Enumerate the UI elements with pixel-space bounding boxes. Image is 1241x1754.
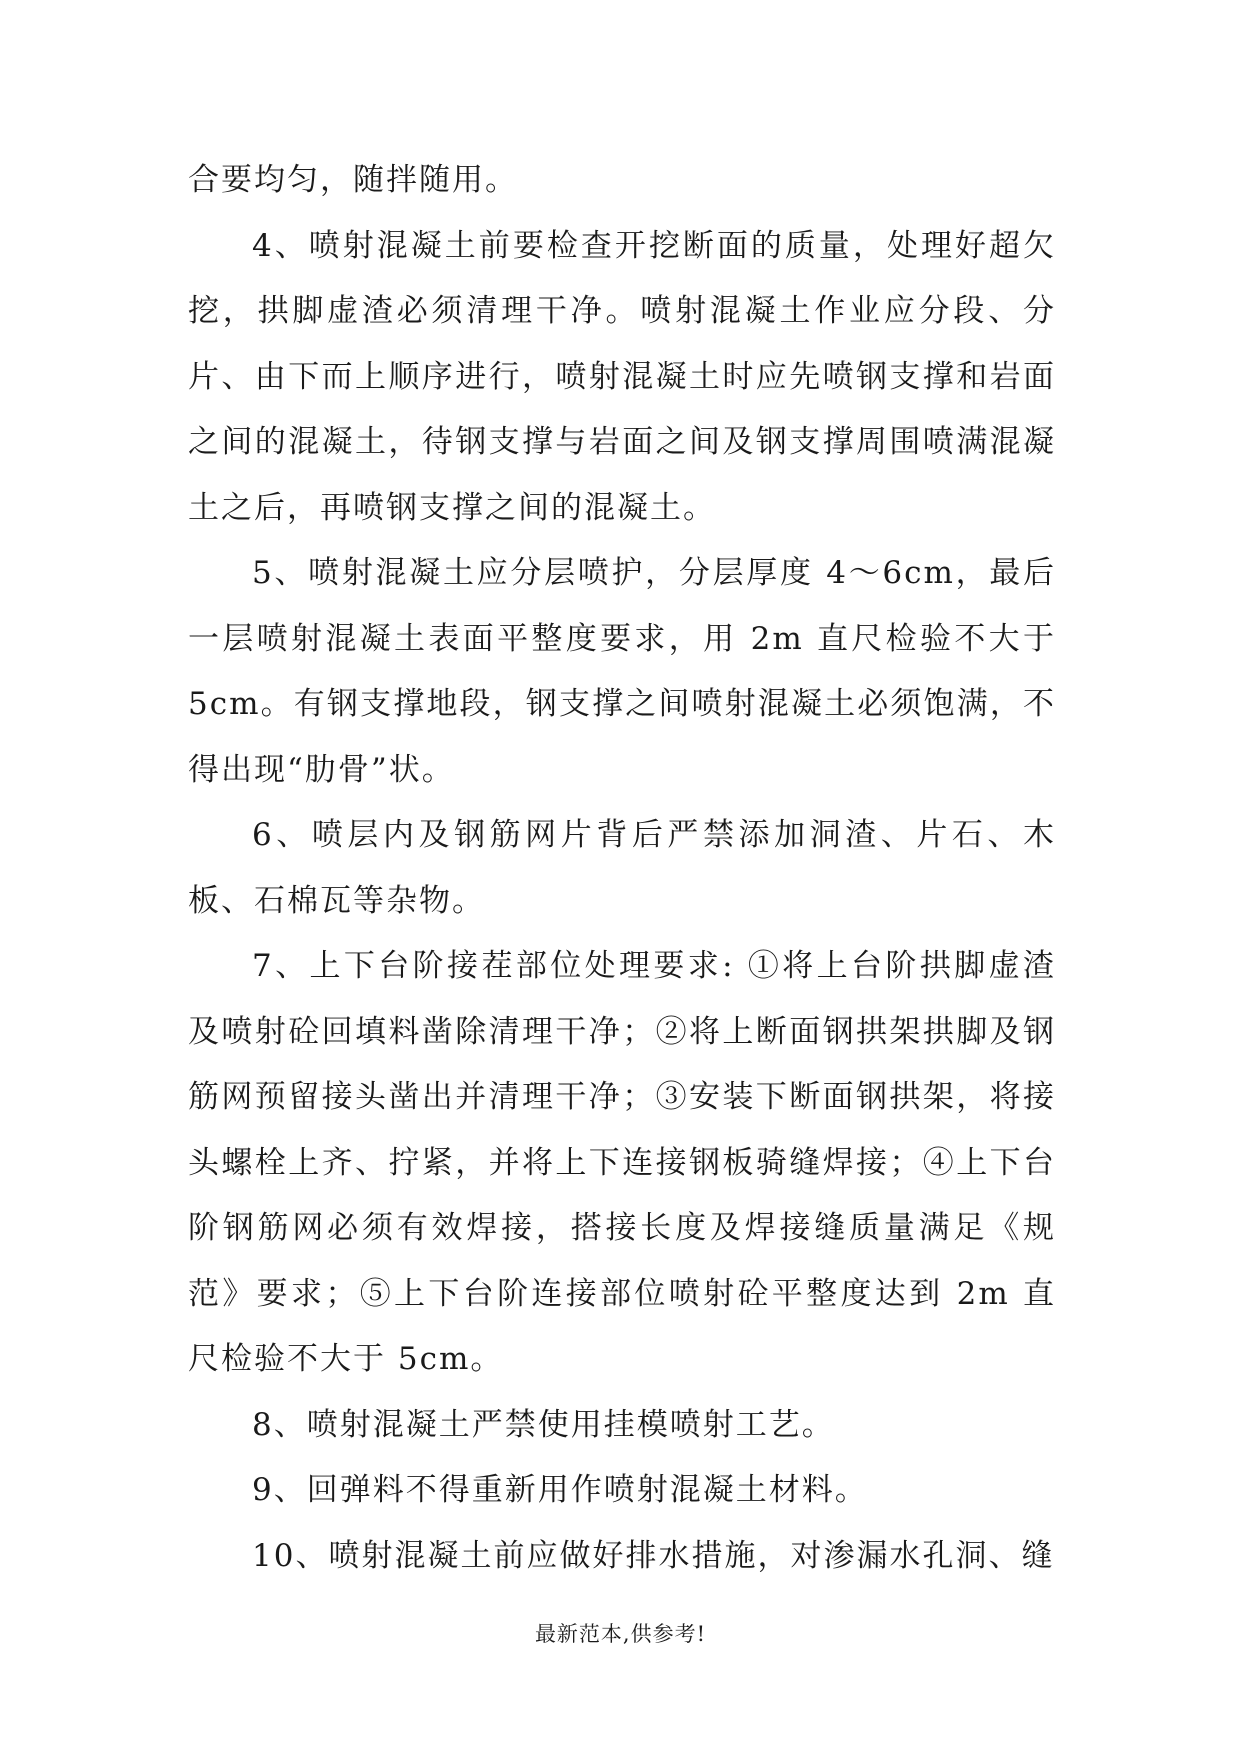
page-footer: 最新范本,供参考! [534,1622,707,1646]
paragraph-item-9: 9、回弹料不得重新用作喷射混凝土材料。 [252,1472,868,1508]
paragraph-item-8: 8、喷射混凝土严禁使用挂模喷射工艺。 [252,1406,835,1443]
paragraph-item-4: 4、喷射混凝土前要检查开挖断面的质量，处理好超欠挖，拱脚虚渣必须清理干净。喷射混凝土作业应分段、分片、由下而上顺序进行，喷射混凝土时应先喷钢支撑和岩面之间的混凝土，待钢支撑与岩面之间及钢支撑周围喷满混凝土之后，再喷钢支撑之间的混凝土。 [188,227,1056,526]
document-body [188,148,1056,1589]
paragraph-item-5: 5、喷射混凝土应分层喷护，分层厚度 4～6cm，最后一层喷射混凝土表面平整度要求，用 2m 直尺检验不大于 5cm。有钢支撑地段，钢支撑之间喷射混凝土必须饱满，不得出现“肋骨”状。 [188,555,1056,788]
paragraph-item-10: 10、喷射混凝土前应做好排水措施，对渗漏水孔洞、缝 [252,1537,1055,1574]
paragraph-item-6: 6、喷层内及钢筋网片背后严禁添加洞渣、片石、木板、石棉瓦等杂物。 [188,817,1056,919]
paragraph-item-7: 7、上下台阶接茬部位处理要求: ①将上台阶拱脚虚渣及喷射砼回填料凿除清理干净；②将上断面钢拱架拱脚及钢筋网预留接头凿出并清理干净；③安装下断面钢拱架，将接头螺栓上齐、拧紧，并将上下连接钢板骑缝焊接；④上下台阶钢筋网必须有效焊接，搭接长度及焊接缝质量满足《规范》要求；⑤上下台阶连接部位喷射砼平整度达到 2m 直尺检验不大于 5cm。 [188,948,1056,1377]
paragraph-continuation: 合要均匀，随拌随用。 [188,162,518,198]
